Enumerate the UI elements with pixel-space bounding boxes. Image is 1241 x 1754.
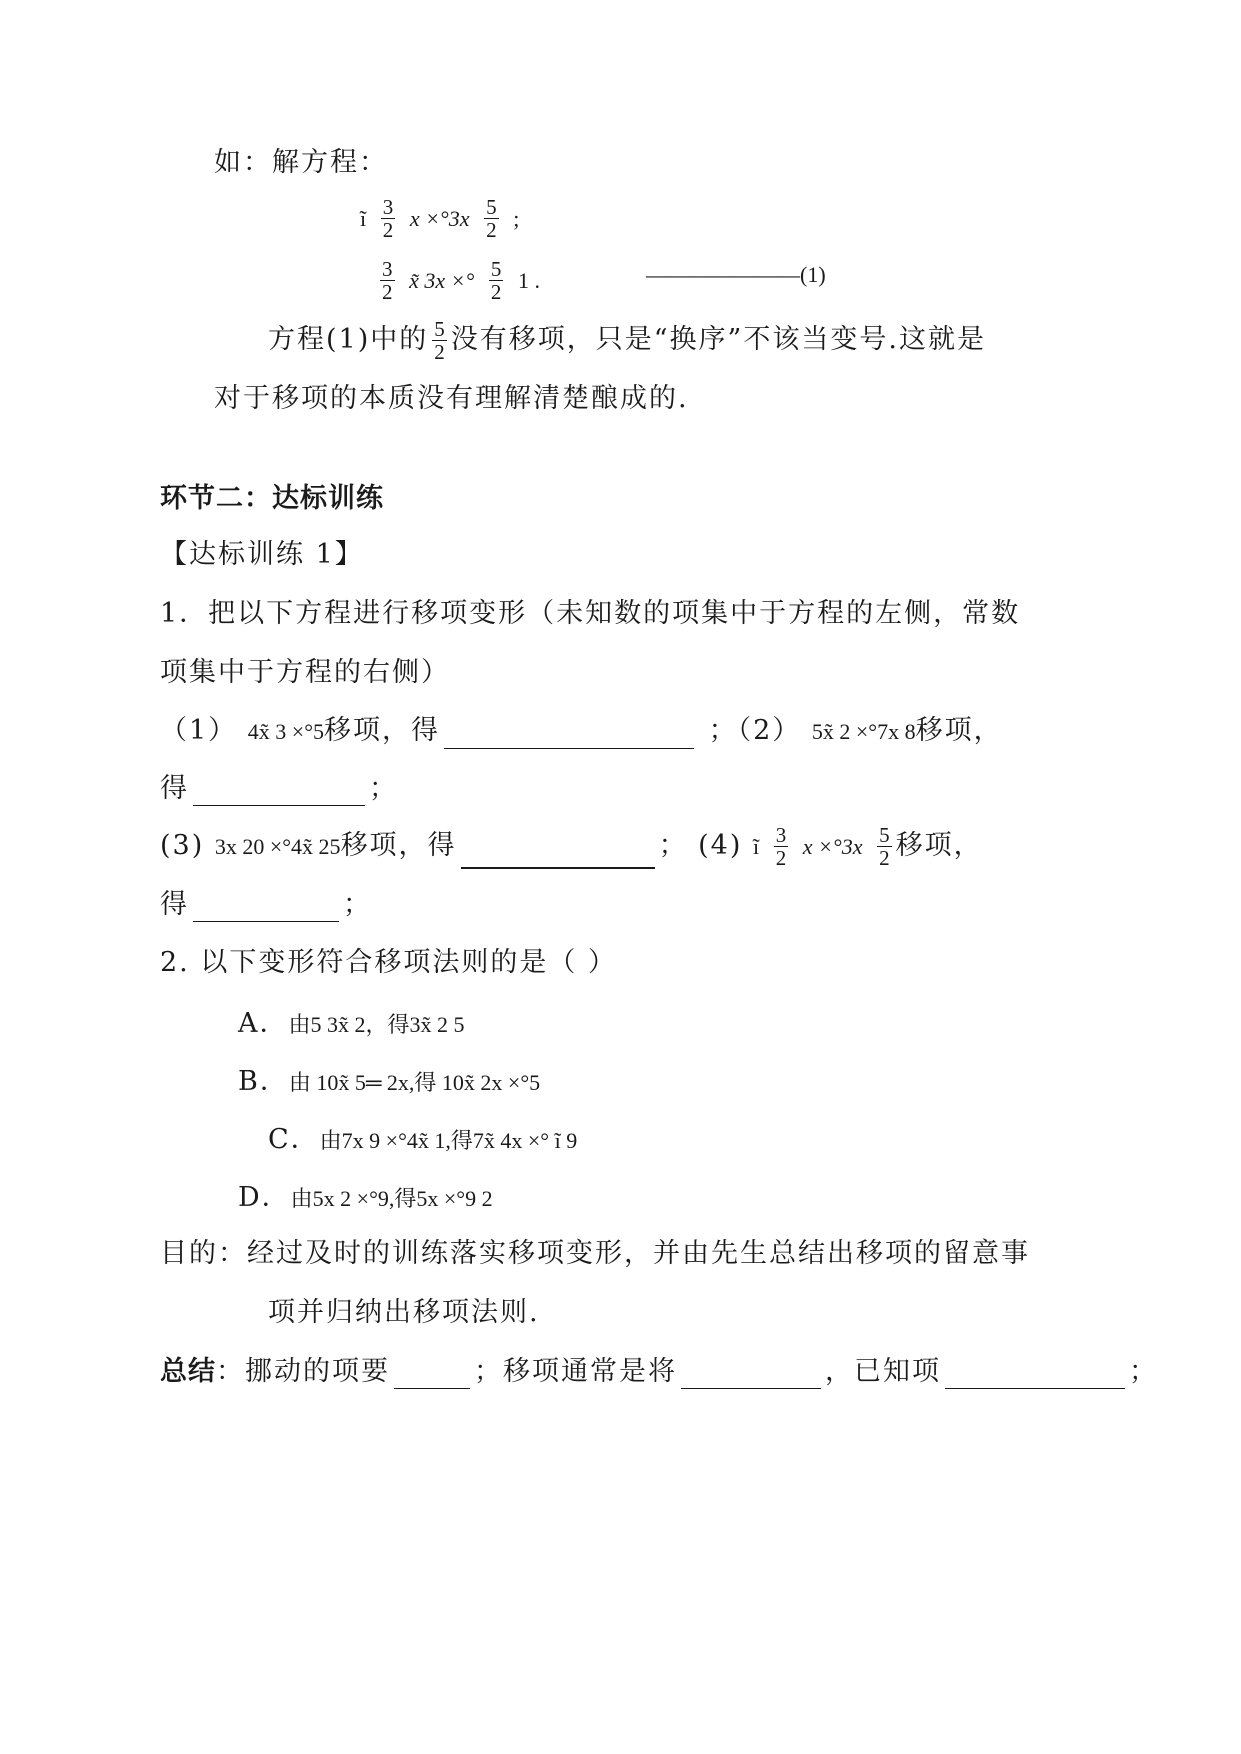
eq2-fraction-2: [489, 258, 504, 303]
q1-part2-answer-blank[interactable]: [193, 781, 365, 806]
summary-label: 总结: [160, 1356, 216, 1387]
q2-option-d-text: 由5x 2 ×°9,得5x ×°9 2: [290, 1186, 493, 1211]
summary-blank-3[interactable]: [945, 1364, 1125, 1389]
eq1-f1-num: 3: [382, 195, 394, 219]
q1-part4-prefix: ĩ: [752, 834, 760, 859]
q2-option-c[interactable]: [268, 1123, 577, 1158]
q1-part4-label: ； (4): [658, 830, 743, 861]
q2-option-a-text: 由5 3x̃ 2，得3x̃ 2 5: [288, 1012, 465, 1037]
eq1-f2-den: 2: [486, 218, 497, 242]
q1-p4-f2-den: 2: [879, 846, 890, 870]
q1-part3-equation: 3x 20 ×°4x̃ 25: [214, 834, 341, 859]
q1-row-3: [160, 824, 983, 869]
eq2-fraction-1: [380, 258, 395, 303]
purpose-line-1: 目的：经过及时的训练落实移项变形，并由先生总结出移项的留意事: [160, 1238, 1030, 1269]
equation-1: [360, 196, 519, 241]
q1-part1-suffix: 移项，得: [324, 715, 440, 746]
q1-part3-suffix: 移项，得: [340, 830, 457, 861]
q1-part4-de: 得: [160, 889, 189, 920]
eq2-end: 1 .: [517, 268, 540, 293]
section-subtitle: 【达标训练 1】: [160, 539, 364, 570]
eq1-middle: x ×°3x: [409, 206, 470, 231]
q1-part4-semicolon: ；: [343, 889, 372, 920]
eq1-end: ;: [513, 206, 520, 231]
q2-option-b-text: 由 10x̃ 5═ 2x,得 10x̃ 2x ×°5: [288, 1070, 541, 1095]
eq2-f1-num: 3: [382, 257, 393, 281]
q1-row-4: [160, 888, 372, 922]
q1-part4-answer-blank[interactable]: [193, 897, 339, 922]
explanation-part-a: 方程(1)中的: [268, 324, 429, 355]
q2-option-a-label: A．: [238, 1008, 289, 1039]
eq2-f1-den: 2: [382, 280, 393, 304]
q1-part1-answer-blank[interactable]: [444, 724, 694, 749]
q1-row-1: [160, 714, 1003, 749]
explanation-line-2: 对于移项的本质没有理解清楚酿成的.: [214, 383, 689, 414]
q1-part2-equation: 5x̃ 2 ×°7x 8: [811, 719, 916, 744]
q1-part3-label: (3): [160, 830, 205, 861]
q2-option-b-label: B．: [238, 1066, 289, 1097]
eq1-fraction-1: [381, 196, 396, 241]
eq1-prefix: ĩ: [360, 206, 367, 231]
q1-part1-equation: 4x̃ 3 ×°5: [247, 719, 324, 744]
eq2-f2-den: 2: [490, 280, 502, 304]
q1-p4-f1-den: 2: [775, 846, 787, 870]
eq2-middle: x̃ 3x ×°: [409, 268, 475, 293]
q1-part2-semicolon: ；: [369, 773, 398, 804]
q1-stem-line-1: 1．把以下方程进行移项变形（未知数的项集中于方程的左侧，常数: [160, 598, 1021, 629]
example-intro: 如：解方程：: [214, 147, 388, 178]
explanation-part-b: 没有移项，只是“换序”不该当变号.这就是: [450, 324, 986, 355]
summary-part-2: ；移项通常是将: [474, 1356, 677, 1387]
q2-option-c-label: C．: [268, 1124, 320, 1155]
q1-part2-de: 得: [160, 773, 189, 804]
summary-blank-2[interactable]: [681, 1364, 821, 1389]
explanation-f-den: 2: [434, 340, 445, 364]
eq2-reference: ———————(1): [646, 262, 826, 287]
eq1-f2-num: 5: [486, 195, 497, 219]
q1-part3-answer-blank[interactable]: [461, 843, 655, 869]
q1-part4-suffix: 移项，: [895, 830, 983, 861]
explanation-f-num: 5: [434, 317, 445, 341]
q1-part4-fraction-1: [774, 824, 789, 869]
q2-stem: 2. 以下变形符合移项法则的是（ ）: [160, 947, 617, 978]
q2-option-d-label: D．: [238, 1182, 291, 1213]
q1-part1-label: （1）: [160, 715, 238, 746]
q2-option-b[interactable]: [238, 1065, 540, 1100]
summary-part-3: ，已知项: [825, 1356, 941, 1387]
explanation-line-1: [268, 318, 986, 363]
q1-part4-middle: x ×°3x: [802, 834, 863, 859]
q1-stem-line-2: 项集中于方程的右侧）: [160, 657, 450, 688]
eq1-fraction-2: [484, 196, 499, 241]
explanation-fraction: [432, 318, 447, 363]
q1-part2-suffix: 移项，: [915, 715, 1003, 746]
summary-blank-1[interactable]: [394, 1364, 470, 1389]
eq1-f1-den: 2: [382, 218, 394, 242]
q2-option-a[interactable]: [238, 1007, 465, 1042]
summary-part-1: ：挪动的项要: [216, 1356, 390, 1387]
purpose-line-2: 项并归纳出移项法则.: [268, 1297, 540, 1328]
section-title: 环节二：达标训练: [160, 483, 384, 514]
q1-p4-f2-num: 5: [879, 823, 890, 847]
summary-line: [160, 1355, 1158, 1389]
eq2-f2-num: 5: [490, 257, 502, 281]
q2-option-d[interactable]: [238, 1181, 493, 1216]
equation-2: [376, 258, 856, 303]
q1-part2-label: ；（2）: [708, 715, 802, 746]
q1-row-2: [160, 772, 398, 806]
summary-end: ；: [1129, 1356, 1158, 1387]
q1-p4-f1-num: 3: [775, 823, 787, 847]
q2-option-c-text: 由7x 9 ×°4x̃ 1,得7x̃ 4x ×° ĩ 9: [319, 1128, 578, 1153]
q1-part4-fraction-2: [877, 824, 892, 869]
